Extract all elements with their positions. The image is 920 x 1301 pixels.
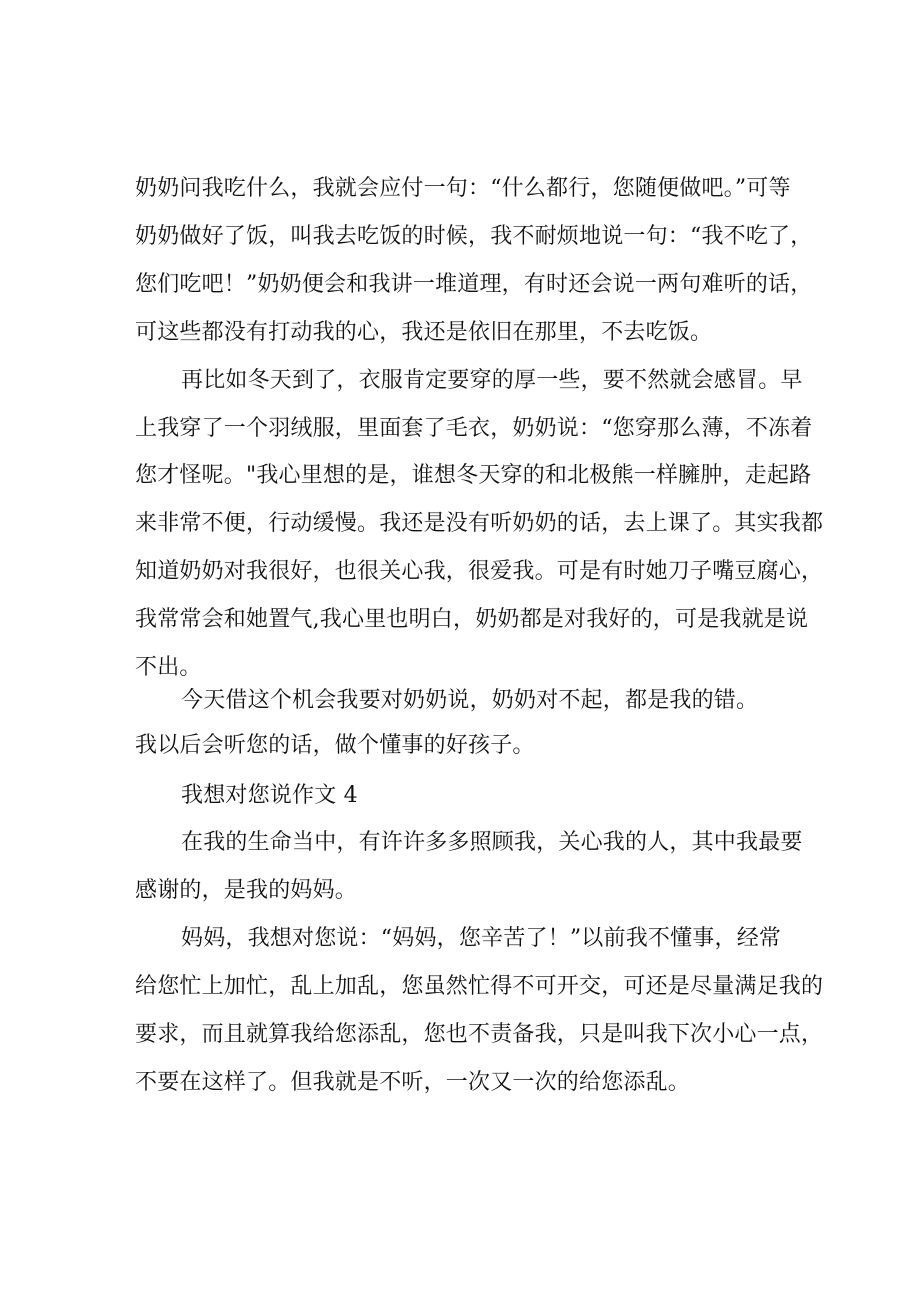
paragraph-start-line: 妈妈，我想对您说：“妈妈，您辛苦了！”以前我不懂事，经常 (181, 926, 782, 951)
text-line: 不出。 (135, 655, 202, 680)
text-line: 上我穿了一个羽绒服，里面套了毛衣，奶奶说：“您穿那么薄，不冻着 (135, 416, 813, 441)
text-line: 给您忙上加忙，乱上加乱，您虽然忙得不可开交，可还是尽量满足我的 (135, 974, 824, 999)
text-line: 我以后会听您的话，做个懂事的好孩子。 (135, 733, 535, 758)
paragraph-start-line: 再比如冬天到了，衣服肯定要穿的厚一些，要不然就会感冒。早 (181, 368, 803, 393)
text-line: 奶奶问我吃什么，我就会应付一句：“什么都行，您随便做吧。”可等 (135, 176, 791, 201)
text-line: 您们吃吧！”奶奶便会和我讲一堆道理，有时还会说一两句难听的话， (135, 272, 813, 297)
text-line: 来非常不便，行动缓慢。我还是没有听奶奶的话，去上课了。其实我都 (135, 511, 824, 536)
text-line: 不要在这样了。但我就是不听，一次又一次的给您添乱。 (135, 1070, 691, 1095)
text-line: 知道奶奶对我很好，也很关心我，很爱我。可是有时她刀子嘴豆腐心， (135, 559, 824, 584)
text-line: 您才怪呢。"我心里想的是，谁想冬天穿的和北极熊一样臃肿，走起路 (135, 463, 812, 488)
text-line: 奶奶做好了饭，叫我去吃饭的时候，我不耐烦地说一句：“我不吃了， (135, 224, 813, 249)
paragraph-start-line: 今天借这个机会我要对奶奶说，奶奶对不起，都是我的错。 (181, 688, 759, 713)
text-line: 可这些都没有打动我的心，我还是依旧在那里，不去吃饭。 (135, 320, 713, 345)
paragraph-start-line: 在我的生命当中，有许许多多照顾我，关心我的人，其中我最要 (181, 830, 803, 855)
text-line: 感谢的，是我的妈妈。 (135, 878, 358, 903)
text-line: 我常常会和她置气,我心里也明白，奶奶都是对我好的，可是我就是说 (135, 607, 809, 632)
text-line: 要求，而且就算我给您添乱，您也不责备我，只是叫我下次小心一点， (135, 1022, 824, 1047)
section-heading: 我想对您说作文 4 (181, 783, 358, 808)
